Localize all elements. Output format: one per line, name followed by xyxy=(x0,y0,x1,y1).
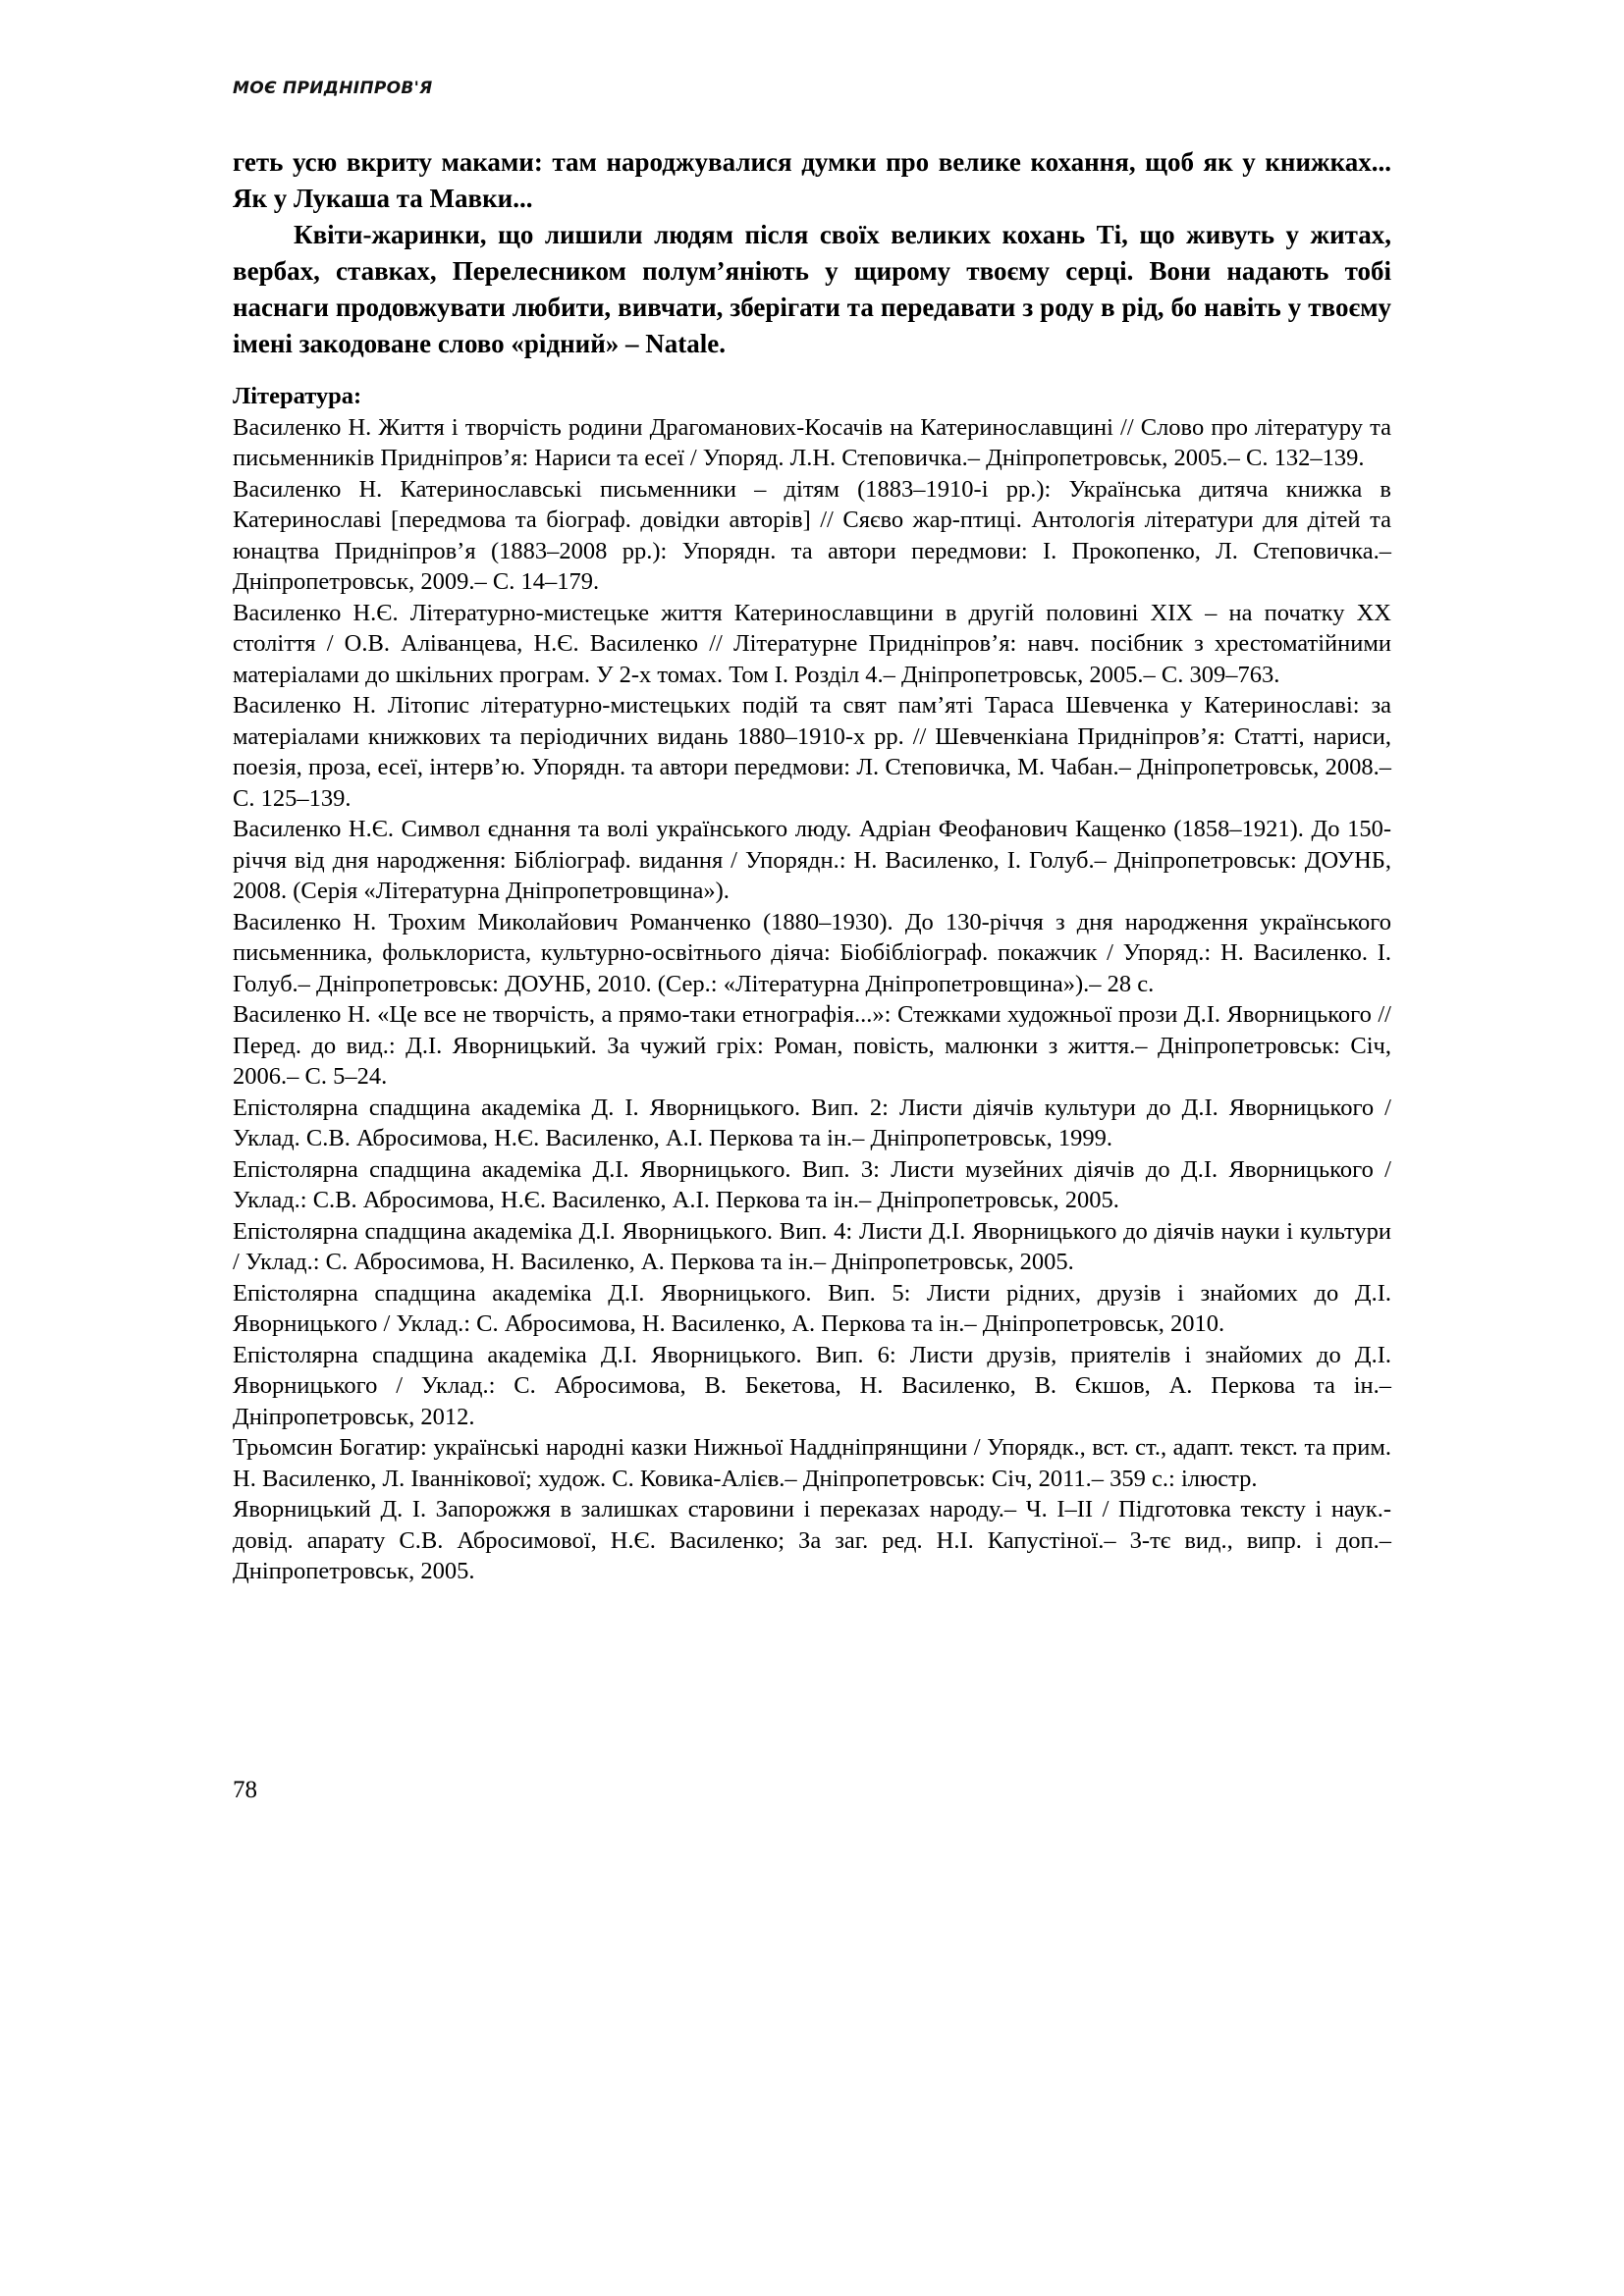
literature-entry: Василенко Н. Життя і творчість родини Драгоманових-Косачів на Катеринославщині // Слово про літературу та письменників Придніпров’я: Нариси та есеї / Упоряд. Л.Н. Степовичка.– Дніпропетровськ, 2005.– С. 132–139. xyxy=(233,413,1391,471)
literature-entry: Василенко Н. Літопис літературно-мистецьких подій та свят пам’яті Тараса Шевченка у Катеринославі: за матеріалами книжкових та періодичних видань 1880–1910-х рр. // Шевченкіана Придніпров’я: Статті, нариси, поезія, проза, есеї, інтерв’ю. Упорядн. та автори передмови: Л. Степовичка, М. Чабан.– Дніпропетровськ, 2008.– С. 125–139. xyxy=(233,692,1391,812)
body-paragraph: Квіти-жаринки, що лишили людям після своїх великих кохань Ті, що живуть у житах, вербах, ставках, Перелесником полум’яніють у щирому твоєму серці. Вони надають тобі наснаги продовжувати любити, вивчати, зберігати та передавати з роду в рід, бо навіть у твоєму імені закодоване слово «рідний» – Natale. xyxy=(233,220,1391,358)
literature-section xyxy=(233,381,1391,1587)
literature-entry: Трьомсин Богатир: українські народні казки Нижньої Наддніпрянщини / Упорядк., вст. ст., адапт. текст. та прим. Н. Василенко, Л. Іваннікової; худож. С. Ковика-Алієв.– Дніпропетровськ: Січ, 2011.– 359 с.: ілюстр. xyxy=(233,1434,1391,1492)
literature-entry: Василенко Н. Трохим Миколайович Романченко (1880–1930). До 130-річчя з дня народження українського письменника, фольклориста, культурно-освітнього діяча: Біобібліограф. покажчик / Упоряд.: Н. Василенко. І. Голуб.– Дніпропетровськ: ДОУНБ, 2010. (Сер.: «Літературна Дніпропетровщина»).– 28 с. xyxy=(233,908,1391,997)
body-text xyxy=(233,144,1391,362)
literature-list xyxy=(233,412,1391,1587)
body-paragraph: геть усю вкриту маками: там народжувалися думки про велике кохання, щоб як у книжках... Як у Лукаша та Мавки... xyxy=(233,147,1391,213)
literature-entry: Епістолярна спадщина академіка Д.І. Яворницького. Вип. 3: Листи музейних діячів до Д.І. Яворницького / Уклад.: С.В. Абросимова, Н.Є. Василенко, А.І. Перкова та ін.– Дніпропетровськ, 2005. xyxy=(233,1155,1391,1213)
literature-entry: Яворницький Д. І. Запорожжя в залишках старовини і переказах народу.– Ч. І–ІІ / Підготовка тексту і наук.-довід. апарату С.В. Абросимової, Н.Є. Василенко; За заг. ред. Н.І. Капустіної.– 3-тє вид., випр. і доп.– Дніпропетровськ, 2005. xyxy=(233,1496,1391,1584)
literature-entry: Епістолярна спадщина академіка Д.І. Яворницького. Вип. 4: Листи Д.І. Яворницького до діячів науки і культури / Уклад.: С. Абросимова, Н. Василенко, А. Перкова та ін.– Дніпропетровськ, 2005. xyxy=(233,1217,1391,1275)
literature-entry: Епістолярна спадщина академіка Д.І. Яворницького. Вип. 5: Листи рідних, друзів і знайомих до Д.І. Яворницького / Уклад.: С. Абросимова, Н. Василенко, А. Перкова та ін.– Дніпропетровськ, 2010. xyxy=(233,1279,1391,1337)
literature-entry: Епістолярна спадщина академіка Д. І. Яворницького. Вип. 2: Листи діячів культури до Д.І. Яворницького / Уклад. С.В. Абросимова, Н.Є. Василенко, А.І. Перкова та ін.– Дніпропетровськ, 1999. xyxy=(233,1094,1391,1151)
running-header: МОЄ ПРИДНІПРОВ'Я xyxy=(233,79,433,98)
literature-entry: Василенко Н. Катеринославські письменники – дітям (1883–1910-і рр.): Українська дитяча книжка в Катеринославі [передмова та біограф. довідки авторів] // Сяєво жар-птиці. Антологія літератури для дітей та юнацтва Придніпров’я (1883–2008 рр.): Упорядн. та автори передмови: І. Прокопенко, Л. Степовичка.– Дніпропетровськ, 2009.– С. 14–179. xyxy=(233,475,1391,595)
literature-entry: Василенко Н.Є. Символ єднання та волі українського люду. Адріан Феофанович Кащенко (1858–1921). До 150-річчя від дня народження: Бібліограф. видання / Упорядн.: Н. Василенко, І. Голуб.– Дніпропетровськ: ДОУНБ, 2008. (Серія «Літературна Дніпропетровщина»). xyxy=(233,816,1391,904)
literature-heading: Література: xyxy=(233,383,362,409)
page-number: 78 xyxy=(233,1777,257,1803)
literature-entry: Василенко Н. «Це все не творчість, а прямо-таки етнографія...»: Стежками художньої прози Д.І. Яворницького // Перед. до вид.: Д.І. Яворницький. За чужий гріх: Роман, повість, малюнки з життя.– Дніпропетровськ: Січ, 2006.– С. 5–24. xyxy=(233,1001,1391,1090)
literature-entry: Епістолярна спадщина академіка Д.І. Яворницького. Вип. 6: Листи друзів, приятелів і знайомих до Д.І. Яворницького / Уклад.: С. Абросимова, В. Бекетова, Н. Василенко, В. Єкшов, А. Перкова та ін.– Дніпропетровськ, 2012. xyxy=(233,1341,1391,1430)
literature-entry: Василенко Н.Є. Літературно-мистецьке життя Катеринославщини в другій половині ХІХ – на початку ХХ століття / О.В. Аліванцева, Н.Є. Василенко // Літературне Придніпров’я: навч. посібник з хрестоматійними матеріалами до шкільних програм. У 2-х томах. Том І. Розділ 4.– Дніпропетровськ, 2005.– С. 309–763. xyxy=(233,599,1391,688)
